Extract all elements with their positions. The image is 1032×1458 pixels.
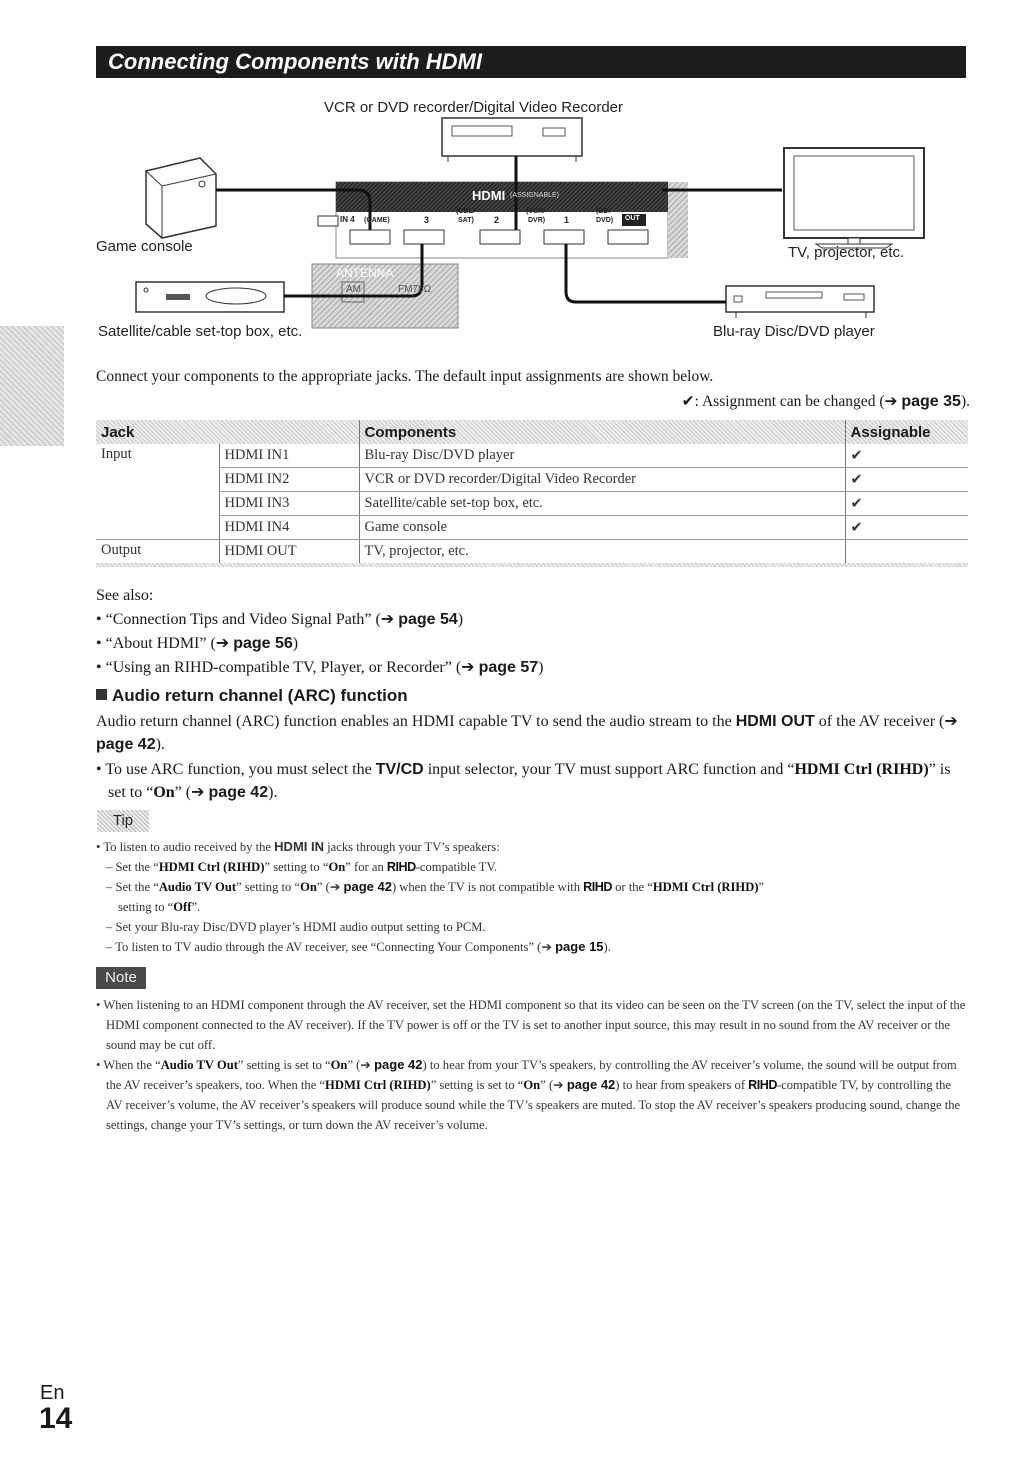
arc-text: ” ( bbox=[174, 784, 192, 801]
label-game-console: Game console bbox=[96, 238, 193, 255]
see-also-item bbox=[96, 656, 543, 680]
language-marker: En bbox=[40, 1382, 65, 1404]
cell-jack: HDMI IN4 bbox=[219, 516, 359, 540]
page-link[interactable]: page 54 bbox=[398, 611, 458, 628]
arrow-icon: ➔ bbox=[461, 659, 475, 676]
connection-diagram bbox=[96, 96, 968, 346]
panel-n1: 1 bbox=[564, 215, 570, 225]
note-item bbox=[96, 1055, 968, 1135]
tip-setting: Audio TV Out bbox=[158, 880, 237, 894]
rihd-logo-icon: RIHD bbox=[386, 860, 416, 874]
arrow-icon: ➔ bbox=[360, 1058, 371, 1072]
tip-text: ”. bbox=[191, 900, 201, 914]
tip-line: – Set your Blu-ray Disc/DVD player’s HDMI audio output setting to PCM. bbox=[106, 920, 486, 934]
page-link[interactable]: page 42 bbox=[208, 784, 269, 801]
panel-out: OUT bbox=[625, 215, 640, 222]
panel-hdmi-suffix: (ASSIGNABLE) bbox=[510, 192, 560, 199]
cell-group: Input bbox=[101, 446, 132, 462]
table-header bbox=[96, 420, 968, 444]
page-link[interactable]: page 57 bbox=[478, 659, 539, 676]
see-also-close: ) bbox=[457, 611, 464, 628]
tip-text: ” for an bbox=[345, 860, 387, 874]
tip-hdmi-in: HDMI IN bbox=[274, 839, 325, 854]
cell-assignable bbox=[845, 540, 968, 564]
table-row bbox=[96, 468, 968, 492]
see-also-item bbox=[96, 632, 543, 656]
cell-assignable: ✔ bbox=[845, 492, 968, 516]
section-title: Connecting Components with HDMI bbox=[96, 46, 966, 78]
footer-rule-cell bbox=[96, 563, 968, 567]
square-bullet-icon bbox=[96, 689, 107, 700]
panel-antenna: ANTENNA bbox=[336, 266, 394, 280]
see-also-text: • “Using an RIHD-compatible TV, Player, or Recorder” ( bbox=[96, 659, 462, 676]
note-text: ” setting is set to “ bbox=[430, 1078, 524, 1092]
tip-on: On bbox=[300, 880, 317, 894]
tip-text: ). bbox=[603, 940, 611, 954]
tip-text: ) when the TV is not compatible with bbox=[391, 880, 584, 894]
tip-text: • To listen to audio received by the bbox=[96, 840, 275, 854]
table-row bbox=[96, 444, 968, 468]
arrow-icon: ➔ bbox=[884, 393, 898, 410]
note-on: On bbox=[523, 1078, 541, 1092]
jack-assignment-table bbox=[96, 420, 968, 567]
arc-paragraph bbox=[96, 710, 968, 756]
panel-bd: (BD/ bbox=[596, 208, 611, 215]
tip-text: ” bbox=[758, 880, 765, 894]
check-icon: ✔ bbox=[681, 392, 695, 410]
note-item: • When listening to an HDMI component through the AV receiver, set the HDMI component so that its video can be seen on the TV screen (on the TV, select the input of the HDMI component connected to the AV receiver). If the TV power is off or the TV is set to another input source, this may result in no sound from the AV receiver or the sound may be cut off. bbox=[96, 998, 966, 1052]
panel-dvr: DVR) bbox=[528, 217, 546, 224]
tip-text: jacks through your TV’s speakers: bbox=[324, 840, 500, 854]
note-setting: Audio TV Out bbox=[160, 1058, 238, 1072]
tip-on: On bbox=[328, 860, 346, 874]
note-text: ” ( bbox=[540, 1078, 554, 1092]
note-body bbox=[96, 995, 968, 1135]
tip-body bbox=[96, 837, 968, 957]
cell-jack: HDMI IN1 bbox=[219, 444, 359, 468]
table-row bbox=[96, 516, 968, 540]
label-tv: TV, projector, etc. bbox=[788, 244, 905, 261]
arc-setting: HDMI Ctrl (RIHD) bbox=[794, 761, 929, 778]
note-on: On bbox=[330, 1058, 348, 1072]
page-link[interactable]: page 35 bbox=[901, 393, 961, 410]
settop-device bbox=[136, 282, 284, 312]
tip-text: – Set the “ bbox=[106, 880, 159, 894]
arc-tvcd: TV/CD bbox=[375, 761, 424, 778]
note-text: ” setting is set to “ bbox=[237, 1058, 331, 1072]
tip-line bbox=[96, 877, 968, 897]
page-link[interactable]: page 15 bbox=[555, 939, 604, 954]
arc-text: Audio return channel (ARC) function enables an HDMI capable TV to send the audio stream to the bbox=[96, 713, 736, 730]
note-setting: HDMI Ctrl (RIHD) bbox=[325, 1078, 431, 1092]
panel-am: AM bbox=[346, 284, 361, 295]
arrow-icon: ➔ bbox=[329, 880, 341, 894]
page-link[interactable]: page 42 bbox=[96, 736, 156, 753]
arc-text: • To use ARC function, you must select the bbox=[96, 761, 376, 778]
tip-text: ” setting to “ bbox=[236, 880, 301, 894]
arc-text: ). bbox=[268, 784, 278, 801]
cell-group: Output bbox=[101, 542, 142, 558]
tv-device bbox=[784, 148, 924, 248]
note-text: ) to hear from speakers of bbox=[615, 1078, 749, 1092]
see-also-heading: See also: bbox=[96, 587, 154, 604]
tip-off: Off bbox=[173, 900, 192, 914]
arrow-icon: ➔ bbox=[191, 784, 205, 801]
game-console-device bbox=[146, 158, 216, 238]
receiver-panel bbox=[312, 182, 688, 328]
intro-text: Connect your components to the appropriate jacks. The default input assignments are shown below. bbox=[96, 368, 714, 385]
arrow-icon: ➔ bbox=[215, 635, 230, 652]
cell-component: VCR or DVD recorder/Digital Video Recorder bbox=[359, 468, 845, 492]
page-number: 14 bbox=[39, 1402, 73, 1435]
table-footer-rule bbox=[96, 563, 968, 567]
rihd-logo-icon: RIHD bbox=[748, 1078, 777, 1092]
assignable-legend bbox=[682, 392, 970, 411]
tip-text: -compatible TV. bbox=[415, 860, 498, 874]
note-text: • When the “ bbox=[96, 1058, 161, 1072]
cell-component: TV, projector, etc. bbox=[359, 540, 845, 564]
header-components: Components bbox=[359, 420, 845, 444]
label-bluray: Blu-ray Disc/DVD player bbox=[713, 323, 875, 340]
panel-fm: FM75Ω bbox=[398, 284, 432, 295]
see-also-close: ) bbox=[538, 659, 544, 676]
see-also-section bbox=[96, 584, 543, 680]
panel-sat: SAT) bbox=[458, 217, 474, 224]
note-text: -compatible TV, by controlling the AV receiver’s volume, the AV receiver’s speakers will produce sound while the TV’s speakers are muted. To stop the AV receiver’s speakers producing sound, change the settings, change your TV’s settings, or turn down the AV receiver’s volume. bbox=[106, 1078, 961, 1132]
cell-component: Blu-ray Disc/DVD player bbox=[359, 444, 845, 468]
arc-bullet bbox=[96, 758, 968, 804]
arc-hdmi-out: HDMI OUT bbox=[735, 713, 815, 730]
arc-text: input selector, your TV must support ARC function and “ bbox=[423, 761, 795, 778]
see-also-text: • “About HDMI” ( bbox=[96, 635, 216, 652]
see-also-close: ) bbox=[292, 635, 299, 652]
tip-badge: Tip bbox=[97, 810, 149, 832]
legend-close: ). bbox=[960, 393, 970, 410]
panel-game: (GAME) bbox=[364, 217, 390, 224]
header-jack: Jack bbox=[96, 420, 359, 444]
cell-group bbox=[96, 468, 219, 492]
tip-line bbox=[96, 937, 968, 957]
tip-line bbox=[96, 857, 968, 877]
cell-assignable: ✔ bbox=[845, 444, 968, 468]
cell-jack: HDMI OUT bbox=[219, 540, 359, 564]
arc-text: ). bbox=[155, 736, 165, 753]
note-text: ” ( bbox=[347, 1058, 361, 1072]
rihd-logo-icon: RIHD bbox=[583, 880, 612, 894]
tip-line bbox=[96, 837, 968, 857]
arc-on: On bbox=[153, 784, 175, 801]
table-row bbox=[96, 492, 968, 516]
cell-jack: HDMI IN2 bbox=[219, 468, 359, 492]
page-link[interactable]: page 42 bbox=[374, 1057, 423, 1072]
arrow-icon: ➔ bbox=[553, 1078, 564, 1092]
tip-text: – Set the “ bbox=[106, 860, 159, 874]
tip-line bbox=[96, 897, 968, 917]
tip-text: – To listen to TV audio through the AV receiver, see “Connecting Your Components” ( bbox=[106, 940, 542, 954]
cell-component: Satellite/cable set-top box, etc. bbox=[359, 492, 845, 516]
panel-hdmi-title: HDMI bbox=[472, 188, 506, 203]
tip-text: or the “ bbox=[611, 880, 653, 894]
note-badge: Note bbox=[96, 967, 146, 989]
cell-assignable: ✔ bbox=[845, 516, 968, 540]
bluray-device bbox=[726, 286, 874, 318]
panel-dvd: DVD) bbox=[596, 217, 614, 224]
cell-component: Game console bbox=[359, 516, 845, 540]
page-link[interactable]: page 42 bbox=[566, 1077, 616, 1092]
arrow-icon: ➔ bbox=[944, 713, 958, 730]
arrow-icon: ➔ bbox=[380, 611, 395, 628]
arc-text: ” is set to “ bbox=[108, 761, 951, 801]
label-settop: Satellite/cable set-top box, etc. bbox=[98, 323, 303, 340]
see-also-item bbox=[96, 608, 543, 632]
label-recorder: VCR or DVD recorder/Digital Video Recorder bbox=[324, 99, 624, 116]
panel-n2: 2 bbox=[494, 215, 500, 225]
page-link[interactable]: page 42 bbox=[343, 879, 392, 894]
arc-heading bbox=[96, 686, 408, 706]
tip-setting: HDMI Ctrl (RIHD) bbox=[158, 860, 265, 874]
legend-text: : Assignment can be changed ( bbox=[694, 393, 885, 410]
page-link[interactable]: page 56 bbox=[233, 635, 293, 652]
panel-n3: 3 bbox=[424, 215, 430, 225]
cell-assignable: ✔ bbox=[845, 468, 968, 492]
panel-vcr: (VCR/ bbox=[526, 208, 546, 215]
arc-heading-text: Audio return channel (ARC) function bbox=[112, 686, 408, 705]
side-tab-marker bbox=[0, 326, 64, 446]
tip-text: ” ( bbox=[316, 880, 330, 894]
arc-text: of the AV receiver ( bbox=[814, 713, 945, 730]
see-also-text: • “Connection Tips and Video Signal Path” ( bbox=[96, 611, 381, 628]
tip-text: ” setting to “ bbox=[264, 860, 329, 874]
panel-cbl: (CBL/ bbox=[456, 208, 475, 215]
panel-in4: IN 4 bbox=[340, 215, 355, 224]
cell-group bbox=[96, 516, 219, 540]
note-text: ) to hear from your TV’s speakers, by controlling the AV receiver’s volume, the sound will be output from the AV receiver’s speakers, too. When the “ bbox=[106, 1058, 957, 1092]
table-row bbox=[96, 540, 968, 564]
cell-jack: HDMI IN3 bbox=[219, 492, 359, 516]
tip-setting: HDMI Ctrl (RIHD) bbox=[652, 880, 759, 894]
recorder-device bbox=[442, 118, 582, 162]
header-assignable: Assignable bbox=[845, 420, 968, 444]
tip-text: setting to “ bbox=[118, 900, 174, 914]
arrow-icon: ➔ bbox=[541, 940, 552, 954]
cell-group bbox=[96, 492, 219, 516]
